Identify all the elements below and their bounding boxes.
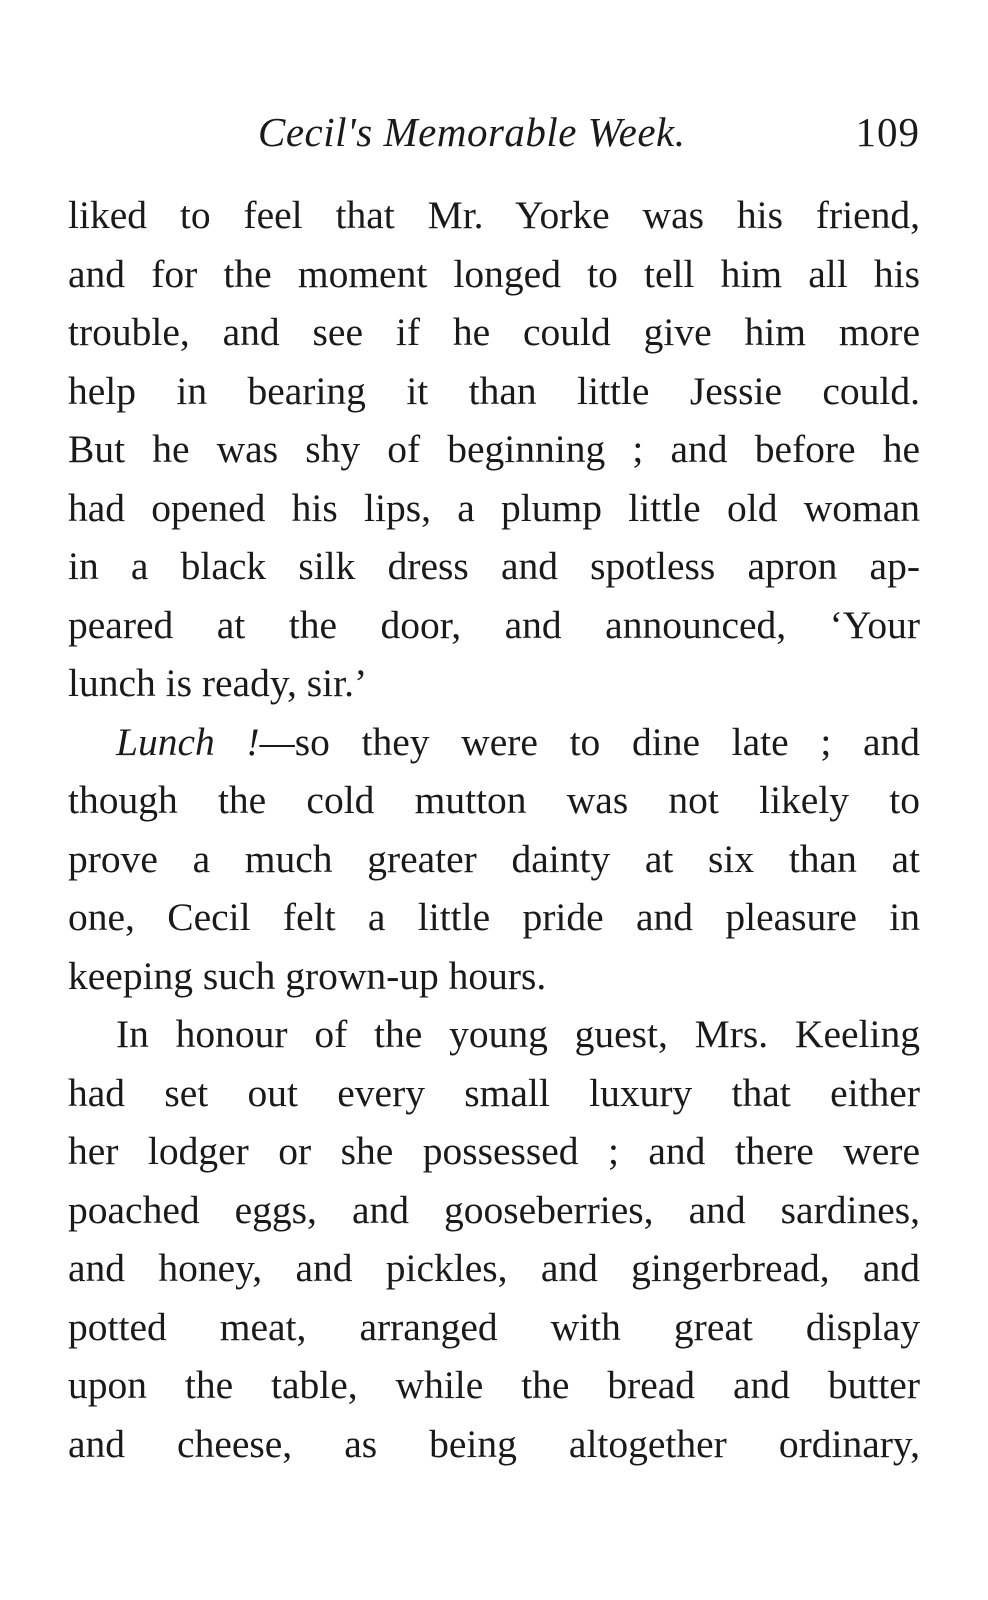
text-line: her lodger or she possessed ; and there were xyxy=(68,1129,920,1173)
text-line: prove a much greater dainty at six than at xyxy=(68,836,920,881)
text-line: had set out every small luxury that either xyxy=(68,1070,920,1115)
text-line: had opened his lips, a plump little old woman xyxy=(68,485,920,530)
text-line: and honey, and pickles, and gingerbread, and xyxy=(68,1246,920,1290)
text-line: upon the table, while the bread and butter xyxy=(68,1363,920,1407)
text-line: peared at the door, and announced, ‘Your xyxy=(68,602,920,647)
text-line-with-italic xyxy=(68,713,920,772)
text-line-rest: so they were to dine late ; and xyxy=(294,719,920,764)
text-line: trouble, and see if he could give him more xyxy=(68,310,920,354)
text-line: keeping such grown-up hours. xyxy=(68,953,547,998)
text-line: help in bearing it than little Jessie could. xyxy=(68,368,920,413)
text-line: poached eggs, and gooseberries, and sardines, xyxy=(68,1187,920,1232)
italic-word-lunch: Lunch !— xyxy=(116,719,295,764)
text-line: liked to feel that Mr. Yorke was his friend, xyxy=(68,193,920,237)
running-title: Cecil's Memorable Week. xyxy=(258,109,686,155)
text-line: one, Cecil felt a little pride and pleasure in xyxy=(68,895,920,939)
text-line: and for the moment longed to tell him all his xyxy=(68,251,920,296)
text-line: in a black silk dress and spotless apron ap- xyxy=(68,544,920,588)
page-number: 109 xyxy=(855,109,920,155)
text-line: lunch is ready, sir.’ xyxy=(68,661,368,705)
text-line: In honour of the young guest, Mrs. Keeling xyxy=(116,1012,920,1056)
body-text xyxy=(68,186,920,1473)
text-line: But he was shy of beginning ; and before he xyxy=(68,427,920,471)
text-line: though the cold mutton was not likely to xyxy=(68,778,920,822)
text-line: potted meat, arranged with great display xyxy=(68,1304,920,1349)
text-line: and cheese, as being altogether ordinary, xyxy=(68,1421,920,1466)
running-head xyxy=(68,104,920,160)
